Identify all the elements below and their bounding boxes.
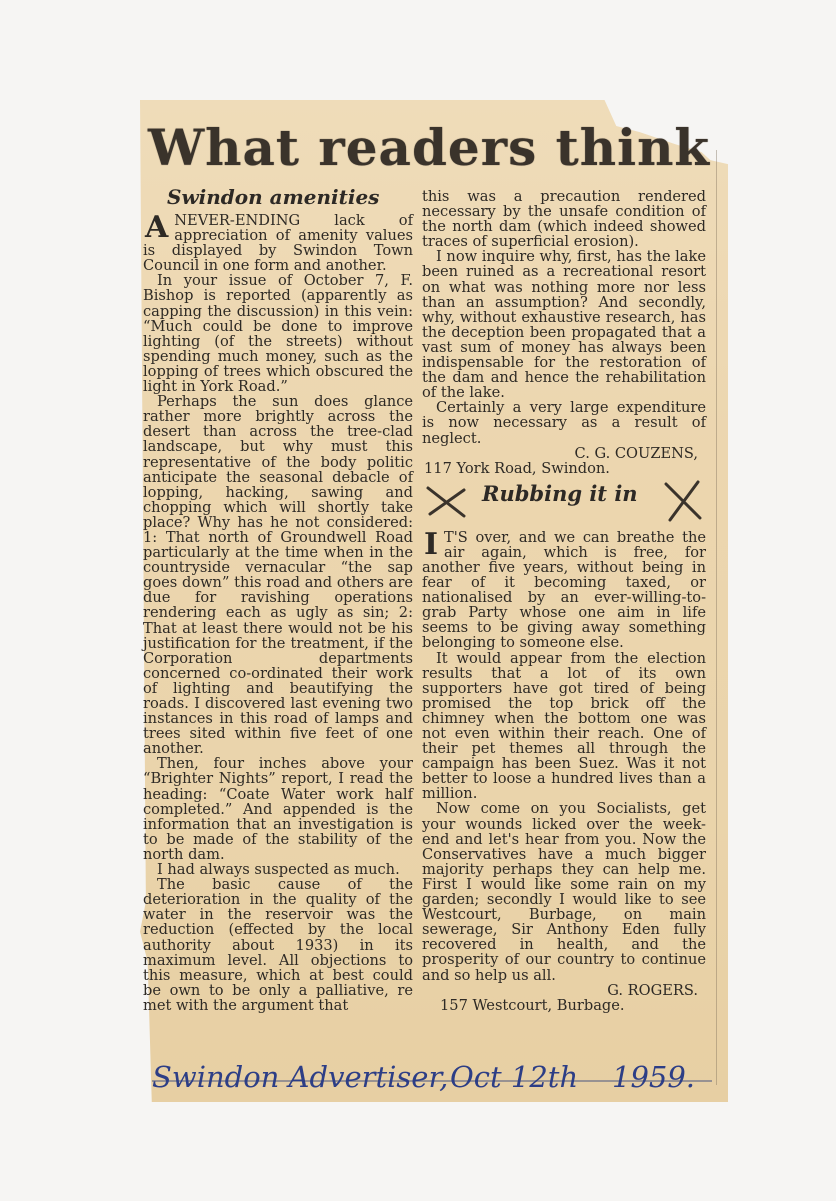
letter-paragraph: Certainly a very large expenditure is now necessary as a result of neglect. [422,399,706,447]
left-column [143,185,413,1013]
right-column [422,189,706,1013]
column-edge-line [716,150,717,1085]
dropcap: I [424,526,439,562]
handwritten-date: Oct 12th [450,1060,579,1094]
section-title-rubbing-it-in: Rubbing it in [482,480,638,506]
handwritten-annotation [152,1052,712,1102]
handwritten-publication: Swindon Advertiser, [152,1060,449,1094]
letter-paragraph: I had always suspected as much. [157,861,400,879]
letter-paragraph: It would appear from the election results that a lot of its own supporters have got tired of being promised the top brick off the chimney when the bottom one was not even within their reach. One of their pet themes all through the campaign has been Suez. Was it not better to loose a hundred lives than a million. [422,649,706,803]
hand-drawn-cross-icon [424,482,470,522]
signature-address: 157 Westcourt, Burbage. [440,996,625,1014]
section-title-swindon-amenities: Swindon amenities [167,185,380,209]
handwritten-year: 1959. [612,1060,696,1094]
dropcap: A [145,210,169,245]
paragraph-text: T'S over, and we can breathe the air again, which is free, for another five years, without being in fear of it becoming taxed, or nationalised by an ever-willing-to-grab Party whose one aim in life seems to be giving away something belonging to someone else. [422,528,706,652]
signature-name: G. ROGERS. [607,981,698,999]
letter-paragraph: Now come on you Socialists, get your wounds licked over the week-end and let's hear from you. Now the Conservatives have a much bigger majority perhaps they can help me. First I would like some rain on my garden; secondly I would like to see Westcourt, Burbage, on main sewerage, Sir Anthony Eden fully recovered in health, and the prosperity of our country to continue and so help us all. [422,800,706,984]
paragraph-text: NEVER-ENDING lack of appreciation of amenity values is displayed by Swindon Town Council in one form and another. [143,212,413,275]
headline: What readers think [148,118,711,177]
letter-paragraph: In your issue of October 7, F. Bishop is reported (apparently as capping the discussion) in this vein: “Much could be done to improve lighting (of the streets) without spending much money, such as the lopping of trees which obscured the light in York Road.” [143,272,413,396]
letter-paragraph: The basic cause of the deterioration in the quality of the water in the reservoir was the reduction (effected by the local authority about 1933) in its maximum level. All objections to this measure, which at best could be own to be only a palliative, re met with the argument that [143,876,413,1014]
rubbing-it-in-header [422,482,706,528]
signature-address: 117 York Road, Swindon. [424,459,610,477]
hand-drawn-cross-icon [660,478,706,524]
letter-paragraph: Then, four inches above your “Brighter Nights” report, I read the heading: “Coate Water work half completed.” And appended is the information that an investigation is to be made of the stability of the north dam. [143,755,413,863]
letter-paragraph: this was a precaution rendered necessary by the unsafe condition of the north dam (which indeed showed traces of superficial erosion). [422,188,706,251]
letter-paragraph: I now inquire why, first, has the lake been ruined as a recreational resort on what was nothing more nor less than an assumption? And secondly, why, without exhaustive research, has the deception been propagated that a vast sum of money has always been indispensable for the restoration of the dam and hence the rehabilitation of the lake. [422,248,706,402]
letter-paragraph: Perhaps the sun does glance rather more brightly across the desert than across the tree-clad landscape, but why must this representative of the body politic anticipate the seasonal debacle of lopping, hacking, sawing and chopping which will shortly take place? Why has he not considered: 1: That north of Groundwell Road particularly at the time when in the countryside vernacular “the sap goes down” this road and others are due for ravishing operations rendering each as ugly as sin; 2: That at least there would not be his justification for the treatment, if the Corporation departments concerned co-ordinated their work of lighting and beautifying the roads. I discovered last evening two instances in this road of lamps and trees sited within five feet of one another. [143,393,413,758]
letter-paragraph [422,526,706,652]
signature-name: C. G. COUZENS, [574,444,698,462]
letter-paragraph [143,210,413,275]
